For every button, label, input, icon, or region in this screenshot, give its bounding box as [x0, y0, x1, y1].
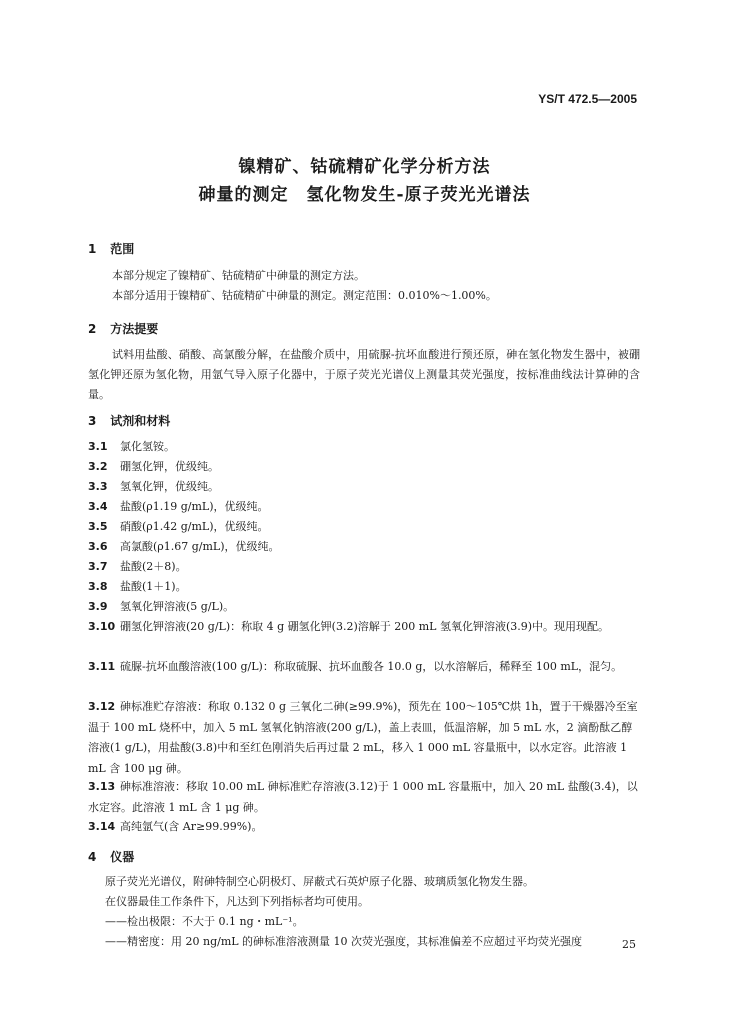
detection-limit-line: ——检出极限：不大于 0.1 ng・mL⁻¹。	[105, 915, 304, 928]
item-number: 3.12	[88, 700, 116, 713]
method-summary-paragraph: 试料用盐酸、硝酸、高氯酸分解，在盐酸介质中，用硫脲-抗坏血酸进行预还原，砷在氢化物发生器中，被硼氢化钾还原为氢化物，用氩气导入原子化器中，于原子荧光光谱仪上测量其荧光强度，按标准曲线法计算砷的含量。	[88, 348, 640, 401]
item-number: 3.11	[88, 660, 116, 673]
section-number: 2	[88, 322, 97, 336]
item-text: 硼氢化钾，优级纯。	[120, 460, 219, 473]
reagent-item	[88, 537, 640, 558]
reagent-item	[88, 597, 640, 618]
item-number: 3.14	[88, 820, 116, 833]
item-text: 高纯氩气(含 Ar≥99.99%)。	[120, 820, 263, 833]
item-number: 3.1	[88, 440, 108, 453]
reagent-item	[88, 777, 640, 818]
reagent-item	[88, 617, 640, 638]
item-number: 3.7	[88, 560, 108, 573]
item-number: 3.3	[88, 480, 108, 493]
document-title-line1: 镍精矿、钴硫精矿化学分析方法	[238, 157, 491, 177]
reagent-item	[88, 557, 640, 578]
item-text: 硼氢化钾溶液(20 g/L)：称取 4 g 硼氢化钾(3.2)溶解于 200 mL 氢氧化钾溶液(3.9)中。现用现配。	[120, 620, 610, 633]
item-number: 3.2	[88, 460, 108, 473]
document-title-line2: 砷量的测定 氢化物发生-原子荧光光谱法	[198, 185, 531, 205]
instrument-paragraph-1: 原子荧光光谱仪，附砷特制空心阴极灯、屏蔽式石英炉原子化器、玻璃质氢化物发生器。	[105, 875, 534, 888]
section-title: 范围	[110, 242, 135, 256]
reagent-item	[88, 477, 640, 498]
section-title: 方法提要	[110, 322, 159, 336]
item-text: 盐酸(1＋1)。	[120, 580, 187, 593]
item-text: 氯化氢铵。	[120, 440, 175, 453]
item-number: 3.9	[88, 600, 108, 613]
section-title: 试剂和材料	[110, 414, 171, 428]
reagent-item	[88, 497, 640, 518]
reagent-item	[88, 577, 640, 598]
item-number: 3.6	[88, 540, 108, 553]
item-text: 硝酸(ρ1.42 g/mL)，优级纯。	[120, 520, 269, 533]
item-number: 3.13	[88, 780, 116, 793]
section-number: 3	[88, 414, 97, 428]
reagent-item	[88, 457, 640, 478]
item-number: 3.8	[88, 580, 108, 593]
item-text: 氢氧化钾，优级纯。	[120, 480, 219, 493]
item-number: 3.5	[88, 520, 108, 533]
instrument-paragraph-2: 在仪器最佳工作条件下，凡达到下列指标者均可使用。	[105, 895, 369, 908]
section-number: 4	[88, 850, 97, 864]
precision-line: ——精密度：用 20 ng/mL 的砷标准溶液测量 10 次荧光强度，其标准偏差不应超过平均荧光强度	[105, 935, 583, 948]
scope-paragraph-1: 本部分规定了镍精矿、钴硫精矿中砷量的测定方法。	[112, 269, 365, 282]
section-heading-instruments	[88, 848, 134, 865]
item-text: 盐酸(2＋8)。	[120, 560, 187, 573]
section-heading-reagents	[88, 412, 170, 429]
item-text: 盐酸(ρ1.19 g/mL)，优级纯。	[120, 500, 269, 513]
item-text: 砷标准贮存溶液：称取 0.132 0 g 三氧化二砷(≥99.9%)，预先在 100～105℃烘 1h，置于干燥器冷至室温于 100 mL 烧杯中，加入 5 mL 氢氧化钠溶液(200 g/L)，盖上表皿，低温溶解，加 5 mL 水，2 滴酚酞乙醇溶液(1 g/L)，用盐酸(3.8)中和至红色刚消失后再过量 2 mL，移入 1 000 mL 容量瓶中，以水定容。此溶液 1 mL 含 100 μg 砷。	[88, 700, 638, 775]
reagent-item	[88, 437, 640, 458]
section-number: 1	[88, 242, 97, 256]
reagent-item	[88, 697, 640, 779]
item-text: 砷标准溶液：移取 10.00 mL 砷标准贮存溶液(3.12)于 1 000 mL 容量瓶中，加入 20 mL 盐酸(3.4)，以水定容。此溶液 1 mL 含 1 μg 砷。	[88, 780, 638, 814]
item-number: 3.10	[88, 620, 116, 633]
section-heading-scope	[88, 240, 134, 257]
item-text: 硫脲-抗坏血酸溶液(100 g/L)：称取硫脲、抗坏血酸各 10.0 g，以水溶解后，稀释至 100 mL，混匀。	[120, 660, 623, 673]
page-number: 25	[622, 938, 636, 951]
reagent-item	[88, 517, 640, 538]
item-number: 3.4	[88, 500, 108, 513]
standard-code: YS/T 472.5—2005	[538, 92, 637, 106]
section-heading-method-summary	[88, 320, 158, 337]
item-text: 高氯酸(ρ1.67 g/mL)，优级纯。	[120, 540, 280, 553]
scope-paragraph-2: 本部分适用于镍精矿、钴硫精矿中砷量的测定。测定范围：0.010%～1.00%。	[112, 289, 497, 302]
section-title: 仪器	[110, 850, 135, 864]
item-text: 氢氧化钾溶液(5 g/L)。	[120, 600, 235, 613]
reagent-item	[88, 817, 640, 838]
reagent-item	[88, 657, 640, 678]
